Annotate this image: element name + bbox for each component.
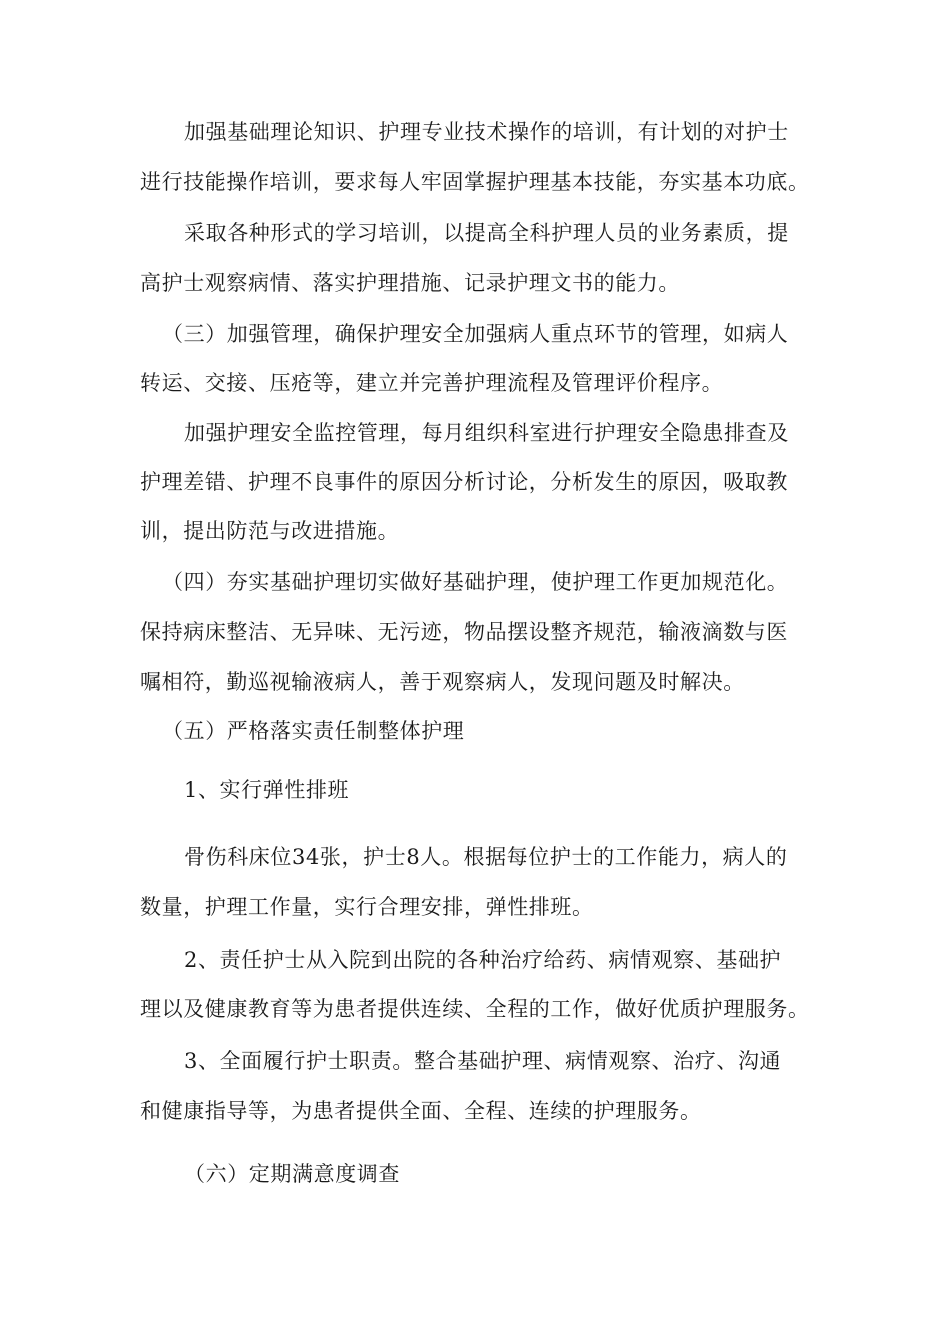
paragraph-4-line-1: 加强护理安全监控管理，每月组织科室进行护理安全隐患排查及 (184, 421, 789, 445)
paragraph-1-line-1: 加强基础理论知识、护理专业技术操作的培训，有计划的对护士 (184, 120, 789, 144)
paragraph-8-line-2: 数量，护理工作量，实行合理安排，弹性排班。 (140, 895, 594, 919)
section-4-heading-line-1: （四）夯实基础护理切实做好基础护理，使护理工作更加规范化。 (162, 570, 789, 594)
item-3-line-2: 和健康指导等，为患者提供全面、全程、连续的护理服务。 (140, 1099, 702, 1123)
paragraph-4-line-3: 训，提出防范与改进措施。 (140, 519, 400, 543)
section-4-heading-line-3: 嘱相符，勤巡视输液病人，善于观察病人，发现问题及时解决。 (140, 670, 745, 694)
section-6-heading: （六）定期满意度调查 (184, 1162, 400, 1186)
paragraph-8-line-1: 骨伤科床位34张，护士8人。根据每位护士的工作能力，病人的 (184, 845, 788, 869)
paragraph-4-line-2: 护理差错、护理不良事件的原因分析讨论，分析发生的原因，吸取教 (140, 470, 788, 494)
item-3-line-1: 3、全面履行护士职责。整合基础护理、病情观察、治疗、沟通 (184, 1049, 782, 1073)
section-3-heading-line-2: 转运、交接、压疮等，建立并完善护理流程及管理评价程序。 (140, 371, 724, 395)
paragraph-1-line-2: 进行技能操作培训，要求每人牢固掌握护理基本技能，夯实基本功底。 (140, 170, 810, 194)
paragraph-2-line-1: 采取各种形式的学习培训，以提高全科护理人员的业务素质，提 (184, 221, 789, 245)
item-2-line-2: 理以及健康教育等为患者提供连续、全程的工作，做好优质护理服务。 (140, 997, 810, 1021)
item-2-line-1: 2、责任护士从入院到出院的各种治疗给药、病情观察、基础护 (184, 948, 782, 972)
section-3-heading-line-1: （三）加强管理，确保护理安全加强病人重点环节的管理，如病人 (162, 322, 789, 346)
section-4-heading-line-2: 保持病床整洁、无异味、无污迹，物品摆设整齐规范，输液滴数与医 (140, 620, 788, 644)
section-5-heading: （五）严格落实责任制整体护理 (162, 719, 465, 743)
item-1-heading: 1、实行弹性排班 (184, 778, 350, 802)
paragraph-2-line-2: 高护士观察病情、落实护理措施、记录护理文书的能力。 (140, 271, 680, 295)
